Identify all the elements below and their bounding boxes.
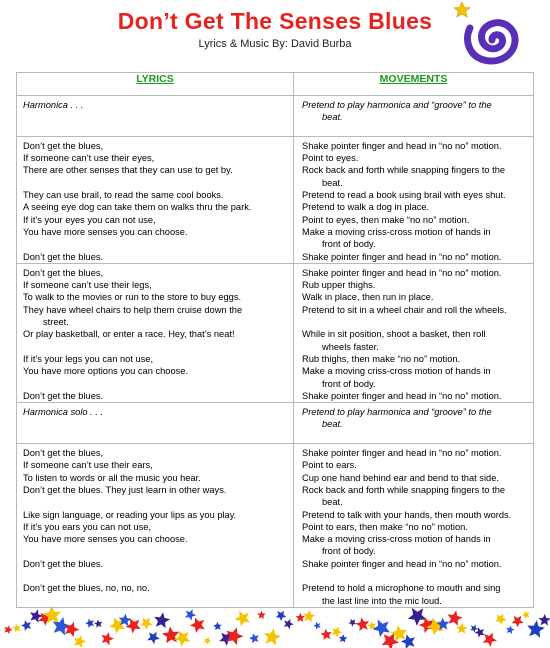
lyric-line: Harmonica . . . bbox=[23, 100, 84, 110]
star-icon bbox=[332, 627, 342, 638]
movement-line: Pretend to hold a microphone to mouth and sing the last line into the mic loud. bbox=[302, 583, 501, 606]
star-icon bbox=[448, 610, 463, 625]
lyrics-cell bbox=[17, 96, 294, 137]
lyrics-cell bbox=[17, 136, 294, 263]
movement-line: Make a moving criss-cross motion of hands in front of body. bbox=[302, 366, 491, 389]
star-icon bbox=[85, 619, 94, 628]
star-icon bbox=[454, 2, 470, 17]
movement-line: Pretend to sit in a wheel chair and roll the wheels. bbox=[302, 304, 507, 315]
song-title: Don’t Get The Senses Blues bbox=[117, 8, 433, 34]
movement-line: Pretend to walk a dog in place. bbox=[302, 202, 430, 213]
star-icon bbox=[213, 622, 222, 630]
lyric-line: If someone can’t use their legs, bbox=[23, 280, 152, 291]
star-icon bbox=[140, 618, 153, 630]
star-icon bbox=[313, 622, 320, 630]
lyric-line: If someone can’t use their eyes, bbox=[23, 153, 155, 164]
lyrics-cell bbox=[17, 263, 294, 402]
lyric-line: If it’s your legs you can not use, bbox=[23, 353, 154, 364]
movement-line: Point to ears, then make “no no” motion. bbox=[302, 521, 468, 532]
star-icon bbox=[356, 617, 370, 631]
star-icon bbox=[320, 629, 331, 640]
movement-line: Point to eyes. bbox=[302, 153, 359, 164]
swirl-icon bbox=[468, 23, 516, 61]
movement-line: Shake pointer finger and head in “no no” motion. bbox=[302, 448, 502, 459]
movement-line: Walk in place, then run in place. bbox=[302, 292, 434, 303]
star-icon bbox=[190, 618, 205, 633]
lyric-line: You have more senses you can choose. bbox=[23, 534, 188, 545]
song-section-solo bbox=[17, 403, 534, 444]
movement-line: Make a moving criss-cross motion of hands in front of body. bbox=[302, 226, 491, 250]
lyric-line: Don’t get the blues. They just learn in other ways. bbox=[23, 484, 227, 495]
song-section-verse-eyes bbox=[17, 136, 534, 263]
star-icon bbox=[372, 619, 390, 637]
star-icon bbox=[284, 619, 294, 629]
star-icon bbox=[94, 619, 102, 627]
song-byline: Lyrics & Music By: David Burba bbox=[198, 38, 352, 50]
star-icon bbox=[4, 625, 13, 634]
movement-line: Rub thighs, then make “no no” motion. bbox=[302, 353, 461, 364]
movement-line: Shake pointer finger and head in “no no” motion. bbox=[302, 267, 502, 278]
star-icon bbox=[204, 637, 212, 645]
star-icon bbox=[470, 625, 478, 633]
movement-line: Point to ears. bbox=[302, 460, 357, 471]
lyric-line: If it’s you ears you can not use, bbox=[23, 521, 151, 532]
lyric-line: To listen to words or all the music you hear. bbox=[23, 472, 201, 483]
movement-line: Make a moving criss-cross motion of hands in front of body. bbox=[302, 534, 491, 557]
movement-line: Shake pointer finger and head in “no no” motion. bbox=[302, 140, 502, 151]
star-icon bbox=[257, 611, 266, 619]
lyric-line: Don’t get the blues. bbox=[23, 558, 104, 569]
lyrics-cell bbox=[17, 403, 294, 444]
lyric-line: To walk to the movies or run to the store to buy eggs. bbox=[23, 292, 242, 303]
song-section-verse-ears bbox=[17, 444, 534, 608]
movement-line: Point to eyes, then make “no no” motion. bbox=[302, 214, 470, 225]
star-icon bbox=[512, 616, 524, 628]
star-icon bbox=[349, 619, 357, 627]
movement-line: Pretend to play harmonica and “groove” to the beat. bbox=[302, 100, 492, 123]
movement-line: Cup one hand behind ear and bend to that side. bbox=[302, 472, 499, 483]
movement-line: Shake pointer finger and head in “no no” motion. bbox=[302, 558, 502, 569]
star-icon bbox=[522, 611, 530, 619]
lyric-line: There are other senses that they can use to get by. bbox=[23, 165, 233, 176]
movement-line: Rub upper thighs. bbox=[302, 280, 376, 291]
lyric-line: Like sign language, or reading your lips as you play. bbox=[23, 509, 237, 520]
swirl-star-logo bbox=[432, 0, 542, 72]
song-section-verse-legs bbox=[17, 263, 534, 402]
movements-cell bbox=[294, 96, 534, 137]
star-icon bbox=[154, 612, 170, 628]
star-icon bbox=[101, 632, 114, 645]
movement-line: Pretend to read a book using brail with eyes shut. bbox=[302, 190, 506, 201]
star-icon bbox=[74, 635, 86, 648]
movement-line: Rock back and forth while snapping fingers to the beat. bbox=[302, 165, 506, 188]
lyric-line: Don’t get the blues. bbox=[23, 390, 104, 401]
lyric-line: Harmonica solo . . . bbox=[23, 407, 104, 418]
star-icon bbox=[235, 611, 250, 627]
lyric-line: Don’t get the blues, bbox=[23, 267, 104, 278]
star-border-decoration bbox=[0, 604, 550, 648]
lyric-line: Don’t get the blues, no, no, no. bbox=[23, 583, 150, 594]
lyric-line: Don’t get the blues. bbox=[23, 251, 104, 262]
lyric-line: Or play basketball, or enter a race. Hey, that’s neat! bbox=[23, 329, 235, 340]
movements-cell bbox=[294, 136, 534, 263]
lyric-line: Don’t get the blues, bbox=[23, 448, 104, 459]
movement-line: Rock back and forth while snapping fingers to the beat. bbox=[302, 484, 506, 508]
movement-line: Pretend to talk with your hands, then mouth words. bbox=[302, 509, 512, 520]
column-header-movements: MOVEMENTS bbox=[294, 73, 534, 96]
star-icon bbox=[483, 633, 497, 647]
star-icon bbox=[456, 623, 467, 634]
star-icon bbox=[276, 611, 287, 621]
star-icon bbox=[185, 609, 196, 620]
movements-cell bbox=[294, 444, 534, 608]
star-icon bbox=[249, 633, 259, 643]
lyric-line: A seeing eye dog can take them on walks thru the park. bbox=[23, 202, 252, 213]
song-table bbox=[16, 72, 534, 608]
star-icon bbox=[495, 614, 507, 625]
lyric-line: You have more options you can choose. bbox=[23, 366, 189, 377]
lyric-line: You have more senses you can choose. bbox=[23, 226, 188, 237]
star-icon bbox=[12, 624, 20, 632]
lyric-line: They have wheel chairs to help them cruise down the bbox=[23, 304, 243, 315]
star-icon bbox=[539, 614, 550, 626]
column-header-lyrics: LYRICS bbox=[17, 73, 294, 96]
lyric-line: Don’t get the blues, bbox=[23, 140, 104, 151]
star-icon bbox=[21, 620, 31, 631]
movement-line: Pretend to play harmonica and “groove” to the beat. bbox=[302, 407, 492, 430]
movement-line: Shake pointer finger and head in “no no” motion. bbox=[302, 251, 502, 262]
star-icon bbox=[303, 610, 315, 622]
movements-cell bbox=[294, 403, 534, 444]
lyric-line: street. bbox=[43, 317, 69, 328]
lyric-line: If it’s your eyes you can not use, bbox=[23, 214, 156, 225]
star-icon bbox=[162, 626, 179, 643]
star-icon bbox=[147, 632, 160, 644]
star-icon bbox=[506, 626, 514, 635]
song-section-intro bbox=[17, 96, 534, 137]
movements-cell bbox=[294, 263, 534, 402]
star-icon bbox=[65, 622, 80, 637]
movement-line: While in sit position, shoot a basket, then roll wheels faster. bbox=[302, 329, 486, 352]
star-icon bbox=[339, 634, 348, 642]
lyrics-cell bbox=[17, 444, 294, 608]
lyric-line: They can use brail, to read the same cool books. bbox=[23, 190, 224, 201]
lyric-line: If someone can’t use their ears, bbox=[23, 460, 153, 471]
star-icon bbox=[264, 628, 281, 645]
movement-line: Shake pointer finger and head in “no no” motion. bbox=[302, 390, 502, 401]
